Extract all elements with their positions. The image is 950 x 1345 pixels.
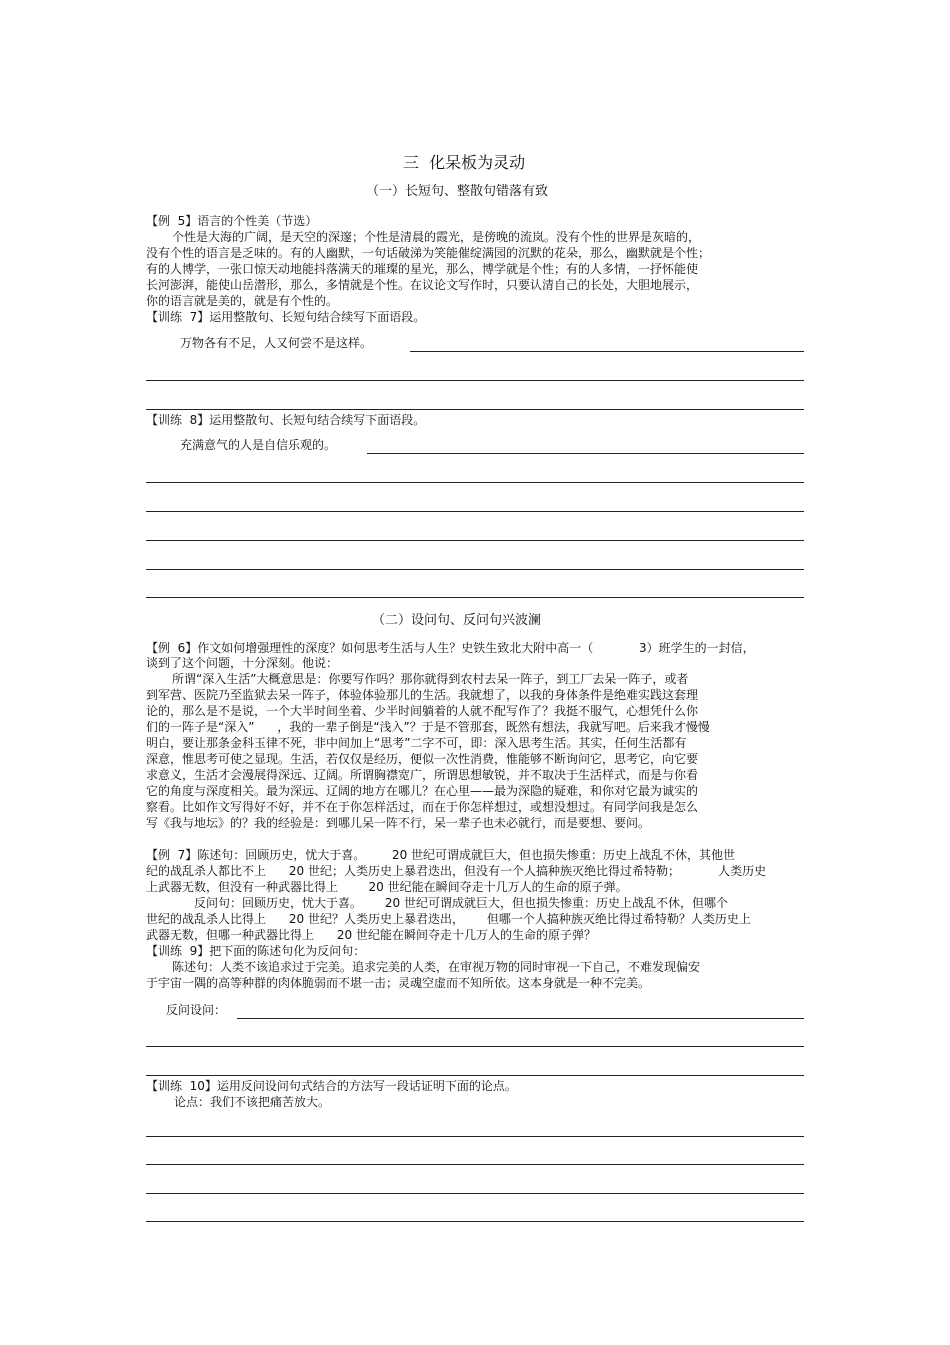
answer-line[interactable]: [146, 482, 804, 483]
training7-prompt: 万物各有不足，人又何尝不是这样。: [180, 336, 373, 350]
example6-line: 们的一阵子是“深入” ，我的一辈子倒是“浅入”？于是不管那套，既然有想法，我就写吧。后来我才慢慢: [146, 720, 710, 734]
answer-line[interactable]: [146, 1164, 804, 1165]
example7-line: 武器无数，但哪一种武器比得上 20 世纪能在瞬间夺走十几万人的生命的原子弹？: [146, 928, 596, 942]
example6-line: 求意义，生活才会漫展得深远、辽阔。所谓胸襟宽广，所谓思想敏锐，并不取决于生活样式，而是与你看: [146, 768, 699, 782]
training9-line: 陈述句：人类不该追求过于完美。追求完美的人类，在审视万物的同时审视一下自己，不难发现偏安: [172, 960, 701, 974]
training9-answer-label: 反问设问：: [166, 1003, 227, 1017]
example6-line: 谈到了这个问题，十分深刻。他说：: [146, 656, 339, 670]
answer-line[interactable]: [146, 1221, 804, 1222]
example6-line: 到军营、医院乃至监狱去呆一阵子，体验体验那儿的生活。我就想了，以我的身体条件是绝难实践这套理: [146, 688, 699, 702]
training8-prompt: 充满意气的人是自信乐观的。: [180, 438, 337, 452]
example6-line: 它的角度与深度相关。最为深远、辽阔的地方在哪儿？在心里——最为深隐的疑难，和你对它最为诚实的: [146, 784, 699, 798]
example7-line: 上武器无数，但没有一种武器比得上 20 世纪能在瞬间夺走十几万人的生命的原子弹。: [146, 880, 628, 894]
answer-line[interactable]: [146, 1075, 804, 1076]
example6-line: 写《我与地坛》的？我的经验是：到哪儿呆一阵不行，呆一辈子也未必就行，而是要想、要问。: [146, 816, 651, 830]
page-title: 三 化呆板为灵动: [403, 153, 526, 172]
example6-line: 【例 6】作文如何增强理性的深度？如何思考生活与人生？史铁生致北大附中高一（ 3）班学生的一封信，: [146, 641, 755, 655]
answer-line[interactable]: [237, 1018, 804, 1019]
example7-line: 纪的战乱杀人都比不上 20 世纪；人类历史上暴君迭出，但没有一个人搞种族灭绝比得过希特勒； 人类历史: [146, 864, 767, 878]
answer-line[interactable]: [146, 1046, 804, 1047]
answer-line[interactable]: [146, 409, 804, 410]
training9-label: 【训练 9】把下面的陈述句化为反问句：: [146, 944, 366, 958]
answer-line[interactable]: [146, 540, 804, 541]
example5-label: 【例 5】语言的个性美（节选）: [146, 214, 318, 228]
training7-label: 【训练 7】运用整散句、长短句结合续写下面语段。: [146, 310, 426, 324]
example5-line: 有的人博学，一张口惊天动地能抖落满天的璀璨的星光，那么，博学就是个性；有的人多情，一抒怀能使: [146, 262, 699, 276]
training10-thesis: 论点：我们不该把痛苦放大。: [174, 1095, 331, 1109]
section-heading-1: （一）长短句、整散句错落有致: [366, 184, 549, 199]
example6-line: 论的，那么是不是说，一个大半时间坐着、少半时间躺着的人就不配写作了？我挺不服气，心想凭什么你: [146, 704, 699, 718]
answer-line[interactable]: [146, 1136, 804, 1137]
answer-line[interactable]: [410, 351, 804, 352]
answer-line[interactable]: [146, 597, 804, 598]
example6-line: 明白，要让那条金科玉律不死，非中间加上“思考”二字不可，即：深入思考生活。其实，任何生活都有: [146, 736, 687, 750]
training9-line: 于宇宙一隅的高等种群的肉体脆弱而不堪一击；灵魂空虚而不知所依。这本身就是一种不完美。: [146, 976, 651, 990]
example7-line: 【例 7】陈述句：回顾历史，忧大于喜。 20 世纪可谓成就巨大，但也损失惨重：历史上战乱不休，其他世: [146, 848, 736, 862]
training10-label: 【训练 10】运用反问设问句式结合的方法写一段话证明下面的论点。: [146, 1079, 517, 1093]
example7-line: 反问句：回顾历史，忧大于喜。 20 世纪可谓成就巨大，但也损失惨重：历史上战乱不休，但哪个: [194, 896, 728, 910]
answer-line[interactable]: [367, 453, 804, 454]
answer-line[interactable]: [146, 511, 804, 512]
section-heading-2: （二）设问句、反问句兴波澜: [372, 613, 542, 628]
answer-line[interactable]: [146, 1193, 804, 1194]
example5-line: 你的语言就是美的，就是有个性的。: [146, 294, 339, 308]
example6-line: 所谓“深入生活”大概意思是：你要写作吗？那你就得到农村去呆一阵子，到工厂去呆一阵子，或者: [172, 672, 689, 686]
example7-line: 世纪的战乱杀人比得上 20 世纪？人类历史上暴君迭出， 但哪一个人搞种族灭绝比得过希特勒？人类历史上: [146, 912, 751, 926]
example6-line: 深意，惟思考可使之显现。生活，若仅仅是经历，便似一次性消费，惟能够不断询问它，思考它，向它要: [146, 752, 699, 766]
example5-line: 没有个性的语言是乏味的。有的人幽默，一句话破涕为笑能催绽满园的沉默的花朵，那么，幽默就是个性；: [146, 246, 711, 260]
answer-line[interactable]: [146, 569, 804, 570]
training8-label: 【训练 8】运用整散句、长短句结合续写下面语段。: [146, 413, 426, 427]
answer-line[interactable]: [146, 380, 804, 381]
example5-line: 个性是大海的广阔，是天空的深邃；个性是清晨的霞光，是傍晚的流岚。没有个性的世界是灰暗的，: [172, 230, 701, 244]
example6-line: 察看。比如作文写得好不好，并不在于你怎样活过，而在于你怎样想过，或想没想过。有同学问我是怎么: [146, 800, 699, 814]
example5-line: 长河澎湃，能使山岳潜形，那么，多情就是个性。在议论文写作时，只要认清自己的长处，大胆地展示，: [146, 278, 699, 292]
